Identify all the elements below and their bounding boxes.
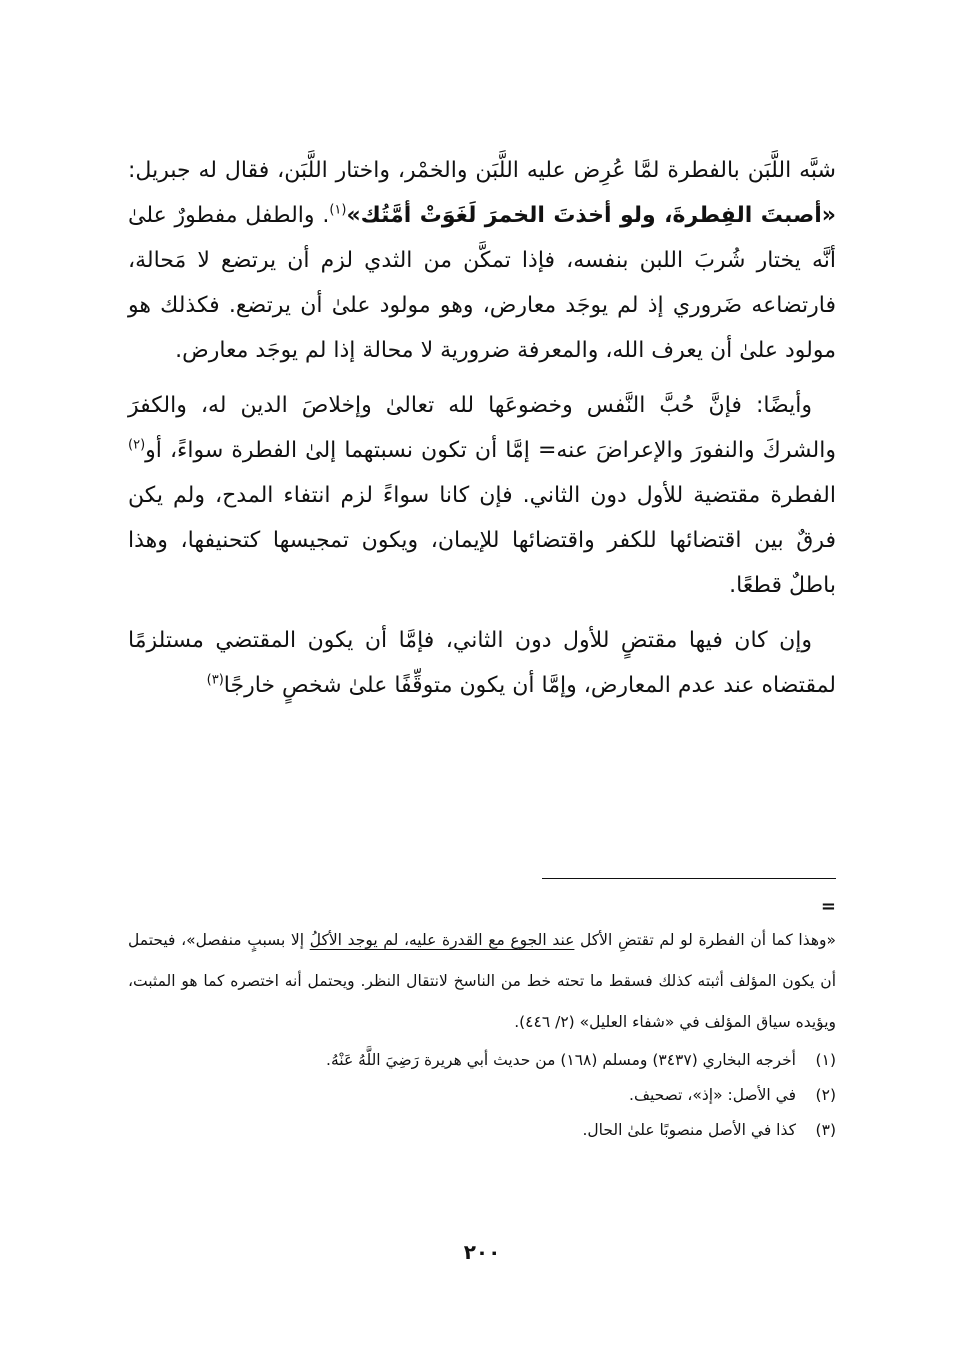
- footnote-separator: [542, 878, 836, 879]
- footnote-continuation-text-cont: إلا بسببٍ منفصل»، فيحتمل أن يكون المؤلف أثبته كذلك فسقط ما تحته خط من الناسخ لانتقال النظر. ويحتمل أنه اختصره كما هو المثبت، ويؤيده سياق المؤلف في «شفاء العليل» (٢/ ٤٤٦).: [128, 931, 836, 1031]
- footnote-continuation: [128, 920, 836, 1043]
- footnotes: [128, 920, 836, 1148]
- paragraph-2: [128, 383, 836, 608]
- footnote-1-number: (١): [815, 1051, 836, 1069]
- paragraph-1-text-cont: . والطفل مفطورٌ علىٰ أنَّه يختار شُربَ اللبن بنفسه، فإذا تمكَّن من الثدي لزم أن يرتضع لا مَحالة، فارتضاعه ضَروري إذ لم يوجَد معارض، وهو مولود علىٰ أن يرتضع. فكذلك هو مولود علىٰ أن يعرف الله، والمعرفة ضرورية لا محالة إذا لم يوجَد معارض.: [128, 203, 836, 363]
- paragraph-2-text: وأيضًا: فإنَّ حُبَّ النَّفس وخضوعَها لله تعالىٰ وإخلاصَ الدين له، والكفرَ والشركَ والنفورَ والإعراضَ عنه= إمَّا أن تكون نسبتهما إلىٰ الفطرة سواءً، أو: [128, 393, 836, 463]
- footnote-ref-1[interactable]: (١): [329, 202, 347, 218]
- footnote-1: [128, 1043, 836, 1078]
- footnote-continuation-text: «وهذا كما أن الفطرة لو لم تقتضِ الأكل: [574, 931, 836, 949]
- main-text: [128, 148, 836, 718]
- paragraph-3-text: وإن كان فيها مقتضٍ للأول دون الثاني، فإمَّا أن يكون المقتضي مستلزمًا لمقتضاه عند عدم المعارض، وإمَّا أن يكون متوقِّفًا علىٰ شخصٍ خارجًا: [128, 628, 836, 698]
- hadith-quote: «أصبتَ الفِطرةَ، ولو أخذتَ الخمرَ لَغَوَتْ أمَّتُك»: [346, 203, 836, 228]
- footnote-1-text: أخرجه البخاري (٣٤٣٧) ومسلم (١٦٨) من حديث أبي هريرة رَضِيَ اللَّهُ عَنْهُ.: [326, 1051, 796, 1069]
- footnote-continuation-mark: =: [820, 896, 836, 917]
- page-number: ٢٠٠: [463, 1240, 501, 1264]
- footnote-3: [128, 1113, 836, 1148]
- footnote-3-text: كذا في الأصل منصوبًا علىٰ الحال.: [582, 1121, 796, 1139]
- paragraph-1-text: شبَّه اللَّبَن بالفطرة لمَّا عُرِض عليه اللَّبَن والخمْر، واختار اللَّبَن، فقال له جبريل:: [128, 158, 836, 183]
- footnote-ref-2[interactable]: (٢): [128, 437, 146, 453]
- footnote-2: [128, 1078, 836, 1113]
- footnote-2-number: (٢): [815, 1086, 836, 1104]
- paragraph-2-text-cont: الفطرة مقتضية للأول دون الثاني. فإن كانا سواءً لزم انتفاء المدح، ولم يكن فرقٌ بين اقتضائها للكفر واقتضائها للإيمان، ويكون تمجيسها كتحنيفها، وهذا باطلٌ قطعًا.: [128, 483, 836, 598]
- footnote-ref-3[interactable]: (٣): [206, 672, 224, 688]
- paragraph-1: [128, 148, 836, 373]
- footnote-underlined-text: عند الجوع مع القدرة عليه، لم يوجد الأكلُ: [309, 931, 575, 949]
- paragraph-3: [128, 618, 836, 708]
- footnote-2-text: في الأصل: «إذ»، تصحيف.: [629, 1086, 796, 1104]
- footnote-3-number: (٣): [815, 1121, 836, 1139]
